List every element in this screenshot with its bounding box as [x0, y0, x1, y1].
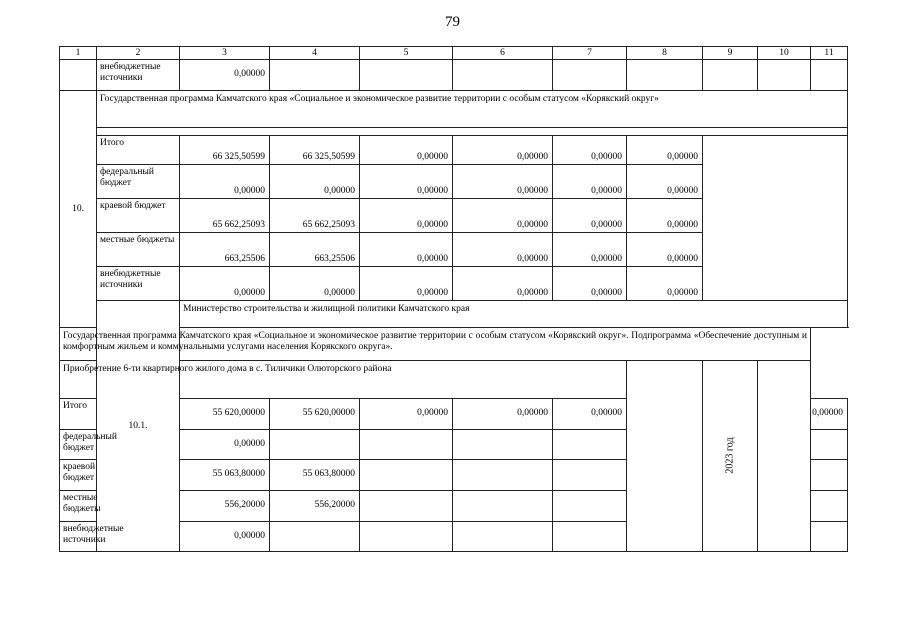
row-number: 10.1.	[97, 301, 180, 552]
value-cell	[453, 430, 553, 460]
value-cell	[360, 522, 453, 552]
value-cell: 0,00000	[180, 60, 270, 91]
program-title-row	[60, 91, 848, 128]
value-cell: 65 662,25093	[180, 199, 270, 233]
value-cell: 0,00000	[453, 199, 553, 233]
subprogram-row	[60, 328, 848, 361]
value-cell: 0,00000	[553, 136, 627, 165]
program-title: Государственная программа Камчатского края «Социальное и экономическое развитие территории с особым статусом «Корякский округ»	[97, 91, 848, 128]
value-cell	[811, 491, 848, 522]
value-cell	[553, 491, 627, 522]
row-number: 10.	[60, 91, 97, 328]
ministry-title: Министерство строительства и жилищной политики Камчатского края	[180, 301, 848, 328]
subprogram-title: Государственная программа Камчатского края «Социальное и экономическое развитие территории с особым статусом «Корякский округ». Подпрограмма «Обеспечение доступным и комфортным жильем и коммунальными услугами населения Корякского округа».	[60, 328, 811, 361]
header-cell: 4	[270, 47, 360, 60]
value-cell: 0,00000	[627, 136, 703, 165]
value-cell	[811, 522, 848, 552]
value-cell	[553, 430, 627, 460]
value-cell: 55 620,00000	[180, 399, 270, 430]
value-cell	[360, 430, 453, 460]
value-cell: 0,00000	[553, 199, 627, 233]
row-label: внебюджетные источники	[60, 522, 97, 552]
value-cell	[453, 460, 553, 491]
value-cell: 663,25506	[270, 233, 360, 267]
header-cell: 2	[97, 47, 180, 60]
value-cell: 0,00000	[360, 233, 453, 267]
value-cell: 0,00000	[360, 165, 453, 199]
table-row	[60, 60, 848, 91]
value-cell: 0,00000	[553, 399, 627, 430]
value-cell	[553, 460, 627, 491]
header-cell: 11	[811, 47, 848, 60]
value-cell	[811, 430, 848, 460]
header-row	[60, 47, 848, 60]
row-label: Итого	[60, 399, 97, 430]
value-cell: 55 620,00000	[270, 399, 360, 430]
value-cell: 0,00000	[180, 165, 270, 199]
value-cell: 65 662,25093	[270, 199, 360, 233]
value-cell: 0,00000	[553, 165, 627, 199]
value-cell	[811, 460, 848, 491]
value-cell: 55 063,80000	[270, 460, 360, 491]
value-cell: 0,00000	[627, 267, 703, 301]
table-row	[60, 136, 848, 165]
value-cell	[360, 491, 453, 522]
value-cell: 0,00000	[453, 233, 553, 267]
row-label: федеральный бюджет	[97, 165, 180, 199]
value-cell: 0,00000	[360, 267, 453, 301]
value-cell: 66 325,50599	[180, 136, 270, 165]
header-cell: 6	[453, 47, 553, 60]
value-cell	[553, 522, 627, 552]
row-label: федеральный бюджет	[60, 430, 97, 460]
budget-table	[59, 46, 848, 552]
value-cell: 0,00000	[553, 233, 627, 267]
ministry-row	[60, 301, 848, 328]
row-label: краевой бюджет	[60, 460, 97, 491]
value-cell: 0,00000	[360, 199, 453, 233]
row-label: краевой бюджет	[97, 199, 180, 233]
value-cell: 0,00000	[627, 233, 703, 267]
header-cell: 3	[180, 47, 270, 60]
year-label: 2023 год	[724, 437, 736, 474]
value-cell: 0,00000	[453, 399, 553, 430]
header-cell: 10	[758, 47, 811, 60]
value-cell	[270, 522, 360, 552]
row-label: внебюджетные источники	[97, 60, 180, 91]
header-cell: 1	[60, 47, 97, 60]
row-label: внебюджетные источники	[97, 267, 180, 301]
event-row	[60, 361, 848, 399]
value-cell: 0,00000	[180, 267, 270, 301]
value-cell: 556,20000	[180, 491, 270, 522]
value-cell	[270, 430, 360, 460]
value-cell: 0,00000	[270, 267, 360, 301]
value-cell: 0,00000	[180, 522, 270, 552]
value-cell: 663,25506	[180, 233, 270, 267]
value-cell: 0,00000	[360, 136, 453, 165]
value-cell	[360, 460, 453, 491]
row-label: местные бюджеты	[97, 233, 180, 267]
value-cell: 66 325,50599	[270, 136, 360, 165]
header-cell: 8	[627, 47, 703, 60]
value-cell	[453, 522, 553, 552]
value-cell: 0,00000	[627, 165, 703, 199]
value-cell: 0,00000	[180, 430, 270, 460]
value-cell: 0,00000	[453, 165, 553, 199]
value-cell: 55 063,80000	[180, 460, 270, 491]
row-label: Итого	[97, 136, 180, 165]
value-cell: 0,00000	[627, 199, 703, 233]
row-label: местные бюджеты	[60, 491, 97, 522]
header-cell: 5	[360, 47, 453, 60]
value-cell: 0,00000	[553, 267, 627, 301]
value-cell: 0,00000	[811, 399, 848, 430]
value-cell: 0,00000	[270, 165, 360, 199]
value-cell: 556,20000	[270, 491, 360, 522]
header-cell: 9	[703, 47, 758, 60]
value-cell: 0,00000	[360, 399, 453, 430]
value-cell: 0,00000	[453, 267, 553, 301]
event-title: Приобретение 6-ти квартирного жилого дома в с. Тиличики Олюторского района	[60, 361, 627, 399]
value-cell: 0,00000	[453, 136, 553, 165]
header-cell: 7	[553, 47, 627, 60]
value-cell	[453, 491, 553, 522]
page-number: 79	[445, 14, 460, 30]
